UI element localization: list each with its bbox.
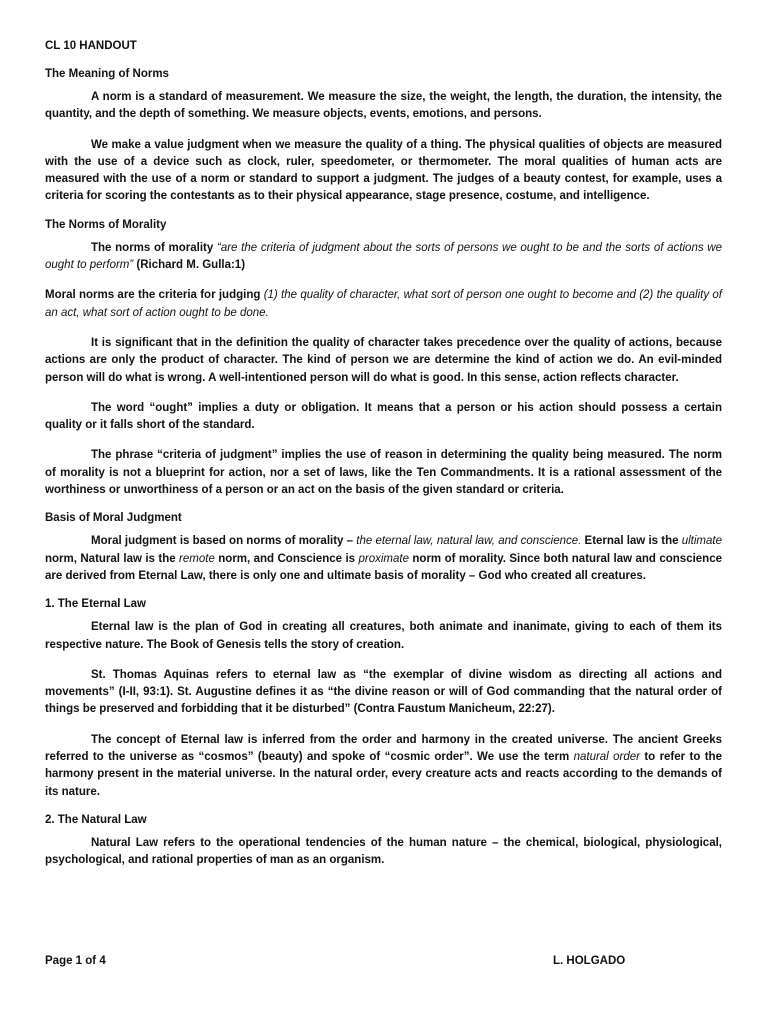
italic-text: the eternal law, natural law, and conscience. — [356, 535, 582, 548]
document-page — [45, 40, 722, 883]
paragraph: It is significant that in the definition the quality of character takes precedence over the quality of actions, because actions are only the product of character. The kind of person we are determine the kind of action we do. An evil-minded person will do what is wrong. A well-intentioned person will do what is good. In this sense, action reflects character. — [45, 336, 722, 384]
paragraph: The phrase “criteria of judgment” implies the use of reason in determining the quality being measured. The norm of morality is not a blueprint for action, nor a set of laws, like the Ten Commandments. It is a rational assessment of the worthiness or unworthiness of a person or an act on the basis of the given standard or criteria. — [45, 449, 722, 497]
italic-text: (1) the quality of character, what sort of person one ought to become and (2) the quality of an act, what sort of action ought to be done. — [45, 289, 723, 319]
section-heading-norms: The Norms of Morality — [45, 218, 167, 231]
paragraph: The word “ought” implies a duty or obligation. It means that a person or his action should possess a certain quality or it falls short of the standard. — [45, 401, 722, 432]
section-heading-natural-law: 2. The Natural Law — [45, 813, 147, 826]
author-name: L. HOLGADO — [553, 955, 626, 967]
text-run: Moral judgment is based on norms of morality – — [91, 535, 357, 548]
text-run: Moral norms are the criteria for judging — [45, 289, 264, 302]
text-run: norm of morality. Since both natural law and conscience are derived from Eternal Law, there is only one and ultimate basis of morality – God who created all creatures. — [45, 552, 722, 582]
text-run: norm, and Conscience is — [214, 552, 359, 565]
paragraph — [45, 240, 722, 275]
paragraph: St. Thomas Aquinas refers to eternal law as “the exemplar of divine wisdom as directing all actions and movements” (I-II, 93:1). St. Augustine defines it as “the divine reason or will of God commanding that the natural order of things be preserved and forbidding that it be disturbed” (Contra Faustum Manicheum, 22:27). — [45, 668, 722, 716]
section-heading-meaning: The Meaning of Norms — [45, 68, 169, 80]
text-run: to refer to the harmony present in the material universe. In the natural order, every creature acts and reacts according to the demands of its nature. — [45, 751, 722, 798]
section-heading-eternal-law: 1. The Eternal Law — [45, 598, 146, 611]
document-header: CL 10 HANDOUT — [45, 40, 137, 52]
paragraph: A norm is a standard of measurement. We measure the size, the weight, the length, the duration, the intensity, the quantity, and the depth of something. We measure objects, events, emotions, and persons. — [45, 91, 722, 121]
section-heading-basis: Basis of Moral Judgment — [45, 512, 182, 525]
text-run: The norms of morality — [91, 241, 217, 254]
text-run: norm, Natural law is the — [45, 552, 180, 565]
citation: (Richard M. Gulla:1) — [133, 259, 246, 272]
text-run: The concept of Eternal law is inferred from the order and harmony in the created universe. The ancient Greeks referred to the universe as “cosmos” (beauty) and spoke of “cosmic order”. We use the term — [45, 733, 722, 764]
text-run: Eternal law is the — [581, 535, 682, 548]
italic-text: proximate — [358, 552, 409, 565]
page-number: Page 1 of 4 — [45, 955, 106, 967]
paragraph — [45, 533, 722, 585]
italic-text: ultimate — [681, 535, 722, 548]
paragraph: Eternal law is the plan of God in creating all creatures, both animate and inanimate, giving to each of them its respective nature. The Book of Genesis tells the story of creation. — [45, 621, 722, 651]
paragraph — [45, 287, 722, 322]
italic-text: natural order — [573, 751, 640, 764]
italic-text: remote — [179, 552, 215, 565]
paragraph: We make a value judgment when we measure the quality of a thing. The physical qualities of objects are measured with the use of a device such as clock, ruler, speedometer, or thermometer. The moral qualities of human acts are measured with the use of a norm or standard to support a judgment. The judges of a beauty contest, for example, uses a criteria for scoring the contestants as to their physical appearance, stage presence, costume, and intelligence. — [45, 138, 722, 203]
paragraph: Natural Law refers to the operational tendencies of the human nature – the chemical, biological, physiological, psychological, and rational properties of man as an organism. — [45, 836, 722, 867]
italic-quote: “are the criteria of judgment about the sorts of persons we ought to be and the sorts of actions we ought to perform” — [45, 241, 722, 272]
paragraph — [45, 732, 722, 801]
